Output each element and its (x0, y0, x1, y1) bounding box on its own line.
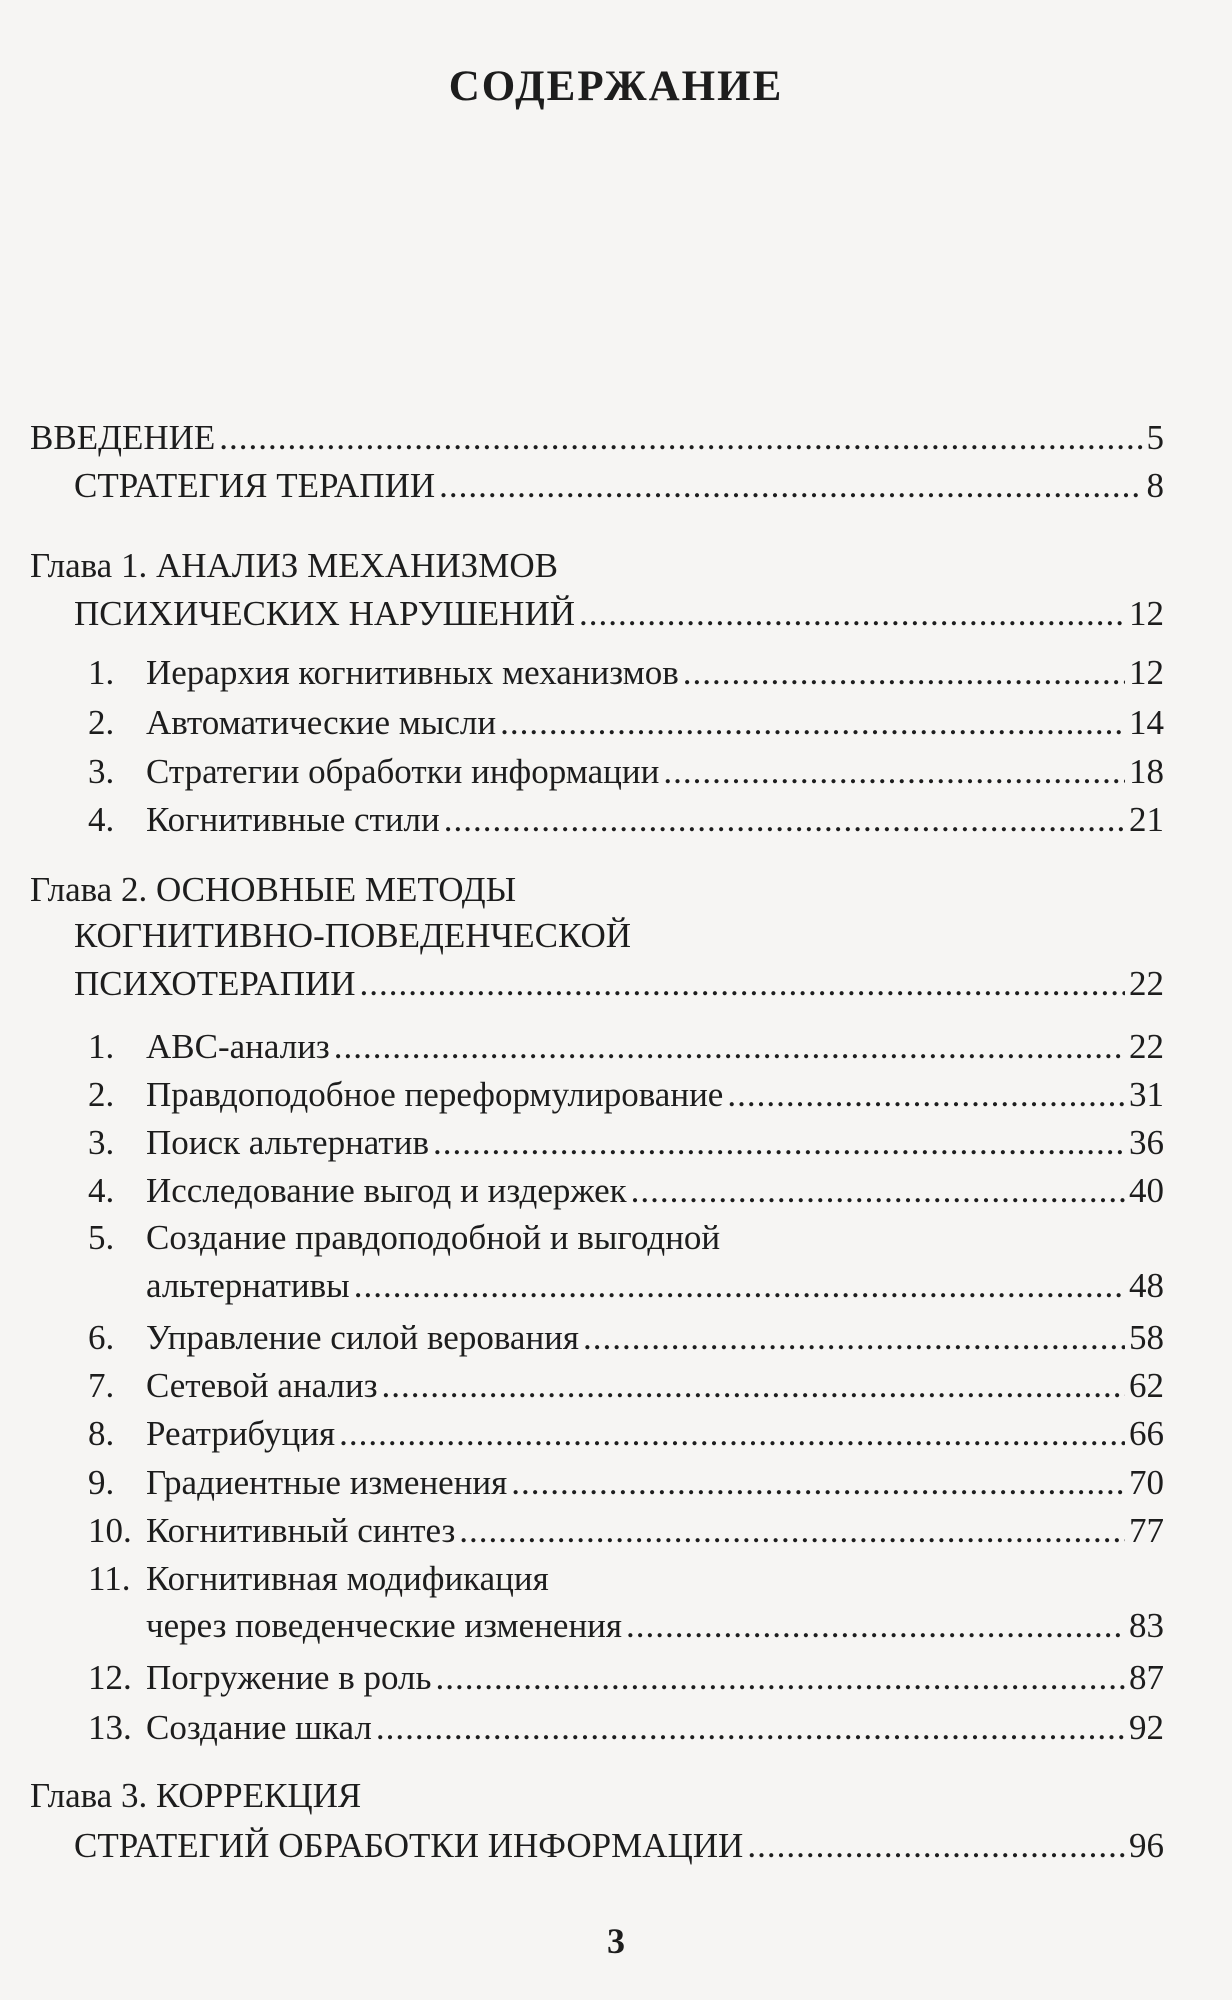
leader-dots (334, 1029, 1125, 1064)
leader-dots (360, 966, 1125, 1001)
toc-label: Градиентные изменения (146, 1463, 508, 1502)
toc-label: Стратегии обработки информации (146, 752, 660, 791)
toc-label: ПСИХИЧЕСКИХ НАРУШЕНИЙ (74, 594, 576, 633)
toc-page: 96 (1129, 1826, 1164, 1865)
item-number: 5. (88, 1218, 115, 1257)
toc-page: 12 (1129, 594, 1164, 633)
toc-page: 21 (1129, 800, 1164, 839)
chapter-1-heading: Глава 1. АНАЛИЗ МЕХАНИЗМОВ (30, 546, 558, 585)
leader-dots (354, 1268, 1125, 1303)
toc-item (88, 1710, 1164, 1745)
toc-label: СТРАТЕГИЯ ТЕРАПИИ (74, 466, 436, 505)
toc-label-continued: альтернативы (146, 1266, 350, 1305)
toc-item-continuation (146, 1268, 1164, 1303)
toc-entry-chapter-3 (74, 1828, 1164, 1863)
item-number: 4. (88, 1171, 115, 1210)
toc-label: Управление силой верования (146, 1318, 580, 1357)
toc-page: 70 (1129, 1463, 1164, 1502)
item-number: 1. (88, 653, 115, 692)
toc-label: Создание правдоподобной и выгодной (146, 1218, 721, 1257)
toc-item (88, 802, 1164, 837)
toc-page: 62 (1129, 1366, 1164, 1405)
toc-page: 14 (1129, 703, 1164, 742)
toc-entry-intro (30, 420, 1164, 455)
toc-page: 22 (1129, 964, 1164, 1003)
item-number: 8. (88, 1414, 115, 1453)
toc-item (88, 1416, 1164, 1451)
chapter-3-heading: Глава 3. КОРРЕКЦИЯ (30, 1776, 362, 1815)
toc-label: СТРАТЕГИЙ ОБРАБОТКИ ИНФОРМАЦИИ (74, 1826, 744, 1865)
toc-label: ВВЕДЕНИЕ (30, 418, 216, 457)
toc-page: 77 (1129, 1511, 1164, 1550)
leader-dots (376, 1710, 1125, 1745)
toc-label: Когнитивный синтез (146, 1511, 456, 1550)
toc-item (88, 1029, 1164, 1064)
toc-page: 5 (1146, 418, 1164, 457)
toc-label: Правдоподобное переформулирование (146, 1075, 724, 1114)
item-number: 9. (88, 1463, 115, 1502)
leader-dots (439, 468, 1142, 503)
leader-dots (579, 596, 1125, 631)
toc-item (88, 1368, 1164, 1403)
toc-item-multiline (88, 1220, 720, 1255)
leader-dots (433, 1125, 1125, 1160)
toc-page: 12 (1129, 653, 1164, 692)
leader-dots (382, 1368, 1125, 1403)
toc-item-multiline (88, 1561, 549, 1596)
toc-label: Иерархия когнитивных механизмов (146, 653, 679, 692)
item-number: 7. (88, 1366, 115, 1405)
item-number: 2. (88, 703, 115, 742)
toc-label: Реатрибуция (146, 1414, 336, 1453)
toc-page: 58 (1129, 1318, 1164, 1357)
item-number: 12. (88, 1658, 132, 1697)
item-number: 10. (88, 1511, 132, 1550)
chapter-2-heading: Глава 2. ОСНОВНЫЕ МЕТОДЫ (30, 870, 517, 909)
toc-label: Погружение в роль (146, 1658, 432, 1697)
toc-page: 31 (1129, 1075, 1164, 1114)
toc-item (88, 1660, 1164, 1695)
toc-item (88, 705, 1164, 740)
toc-page: 87 (1129, 1658, 1164, 1697)
toc-item-continuation (146, 1608, 1164, 1643)
item-number: 13. (88, 1708, 132, 1747)
leader-dots (626, 1608, 1125, 1643)
toc-label: Когнитивные стили (146, 800, 440, 839)
chapter-2-heading-line2: КОГНИТИВНО-ПОВЕДЕНЧЕСКОЙ (74, 916, 632, 955)
toc-page: 40 (1129, 1171, 1164, 1210)
toc-label: Исследование выгод и издержек (146, 1171, 627, 1210)
toc-entry-strategy (74, 468, 1164, 503)
leader-dots (219, 420, 1142, 455)
leader-dots (500, 705, 1125, 740)
item-number: 1. (88, 1027, 115, 1066)
leader-dots (459, 1513, 1125, 1548)
toc-label-continued: через поведенческие изменения (146, 1606, 623, 1645)
toc-page: 8 (1146, 466, 1164, 505)
toc-label: Сетевой анализ (146, 1366, 378, 1405)
toc-item (88, 1077, 1164, 1112)
toc-item (88, 1173, 1164, 1208)
toc-page: 83 (1129, 1606, 1164, 1645)
toc-label: АВС-анализ (146, 1027, 330, 1066)
toc-page: 92 (1129, 1708, 1164, 1747)
leader-dots (339, 1416, 1125, 1451)
toc-page: 22 (1129, 1027, 1164, 1066)
item-number: 4. (88, 800, 115, 839)
item-number: 2. (88, 1075, 115, 1114)
toc-label: Создание шкал (146, 1708, 372, 1747)
toc-item (88, 655, 1164, 690)
toc-page: 48 (1129, 1266, 1164, 1305)
page-number: 3 (607, 1921, 625, 1961)
toc-entry-chapter-2 (74, 966, 1164, 1001)
toc-label: Автоматические мысли (146, 703, 497, 742)
leader-dots (631, 1173, 1125, 1208)
leader-dots (511, 1465, 1125, 1500)
page-title: СОДЕРЖАНИЕ (448, 63, 784, 110)
toc-label: Поиск альтернатив (146, 1123, 429, 1162)
toc-label: ПСИХОТЕРАПИИ (74, 964, 356, 1003)
toc-entry-chapter-1 (74, 596, 1164, 631)
leader-dots (683, 655, 1125, 690)
toc-page: 18 (1129, 752, 1164, 791)
toc-page: 66 (1129, 1414, 1164, 1453)
toc-page: 36 (1129, 1123, 1164, 1162)
item-number: 3. (88, 752, 115, 791)
toc-label: Когнитивная модификация (146, 1559, 549, 1598)
leader-dots (747, 1828, 1125, 1863)
toc-item (88, 1513, 1164, 1548)
leader-dots (583, 1320, 1125, 1355)
toc-item (88, 754, 1164, 789)
leader-dots (727, 1077, 1125, 1112)
leader-dots (435, 1660, 1125, 1695)
item-number: 11. (88, 1559, 131, 1598)
toc-item (88, 1320, 1164, 1355)
leader-dots (663, 754, 1125, 789)
item-number: 6. (88, 1318, 115, 1357)
leader-dots (444, 802, 1125, 837)
toc-item (88, 1465, 1164, 1500)
toc-item (88, 1125, 1164, 1160)
item-number: 3. (88, 1123, 115, 1162)
